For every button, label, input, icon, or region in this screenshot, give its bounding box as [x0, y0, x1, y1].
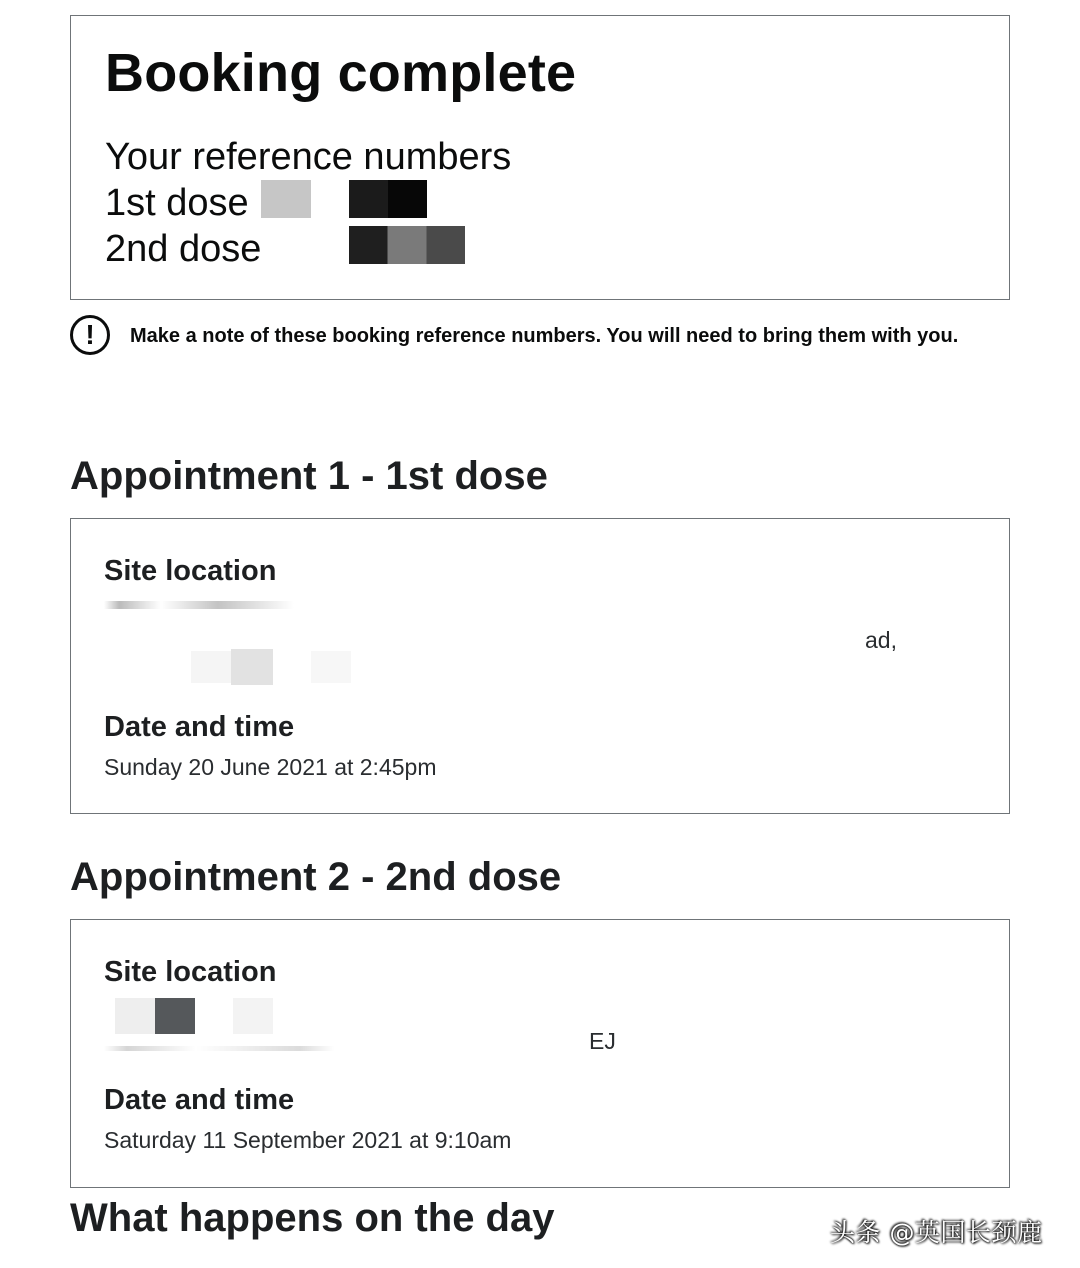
redacted-address-block	[191, 651, 231, 683]
reference-heading: Your reference numbers	[105, 136, 512, 178]
site-address-fragment: ad,	[865, 627, 897, 653]
what-happens-heading: What happens on the day	[70, 1196, 555, 1240]
redacted-reference-1	[261, 180, 311, 218]
reference-dose-1	[105, 180, 511, 226]
redacted-reference-2-mosaic	[349, 226, 465, 264]
exclamation-circle-icon: !	[70, 315, 110, 355]
redacted-address-block	[231, 649, 273, 685]
reference-dose-2	[105, 226, 511, 272]
site-location-label: Site location	[104, 956, 277, 988]
date-and-time-label: Date and time	[104, 711, 295, 743]
date-and-time-value: Saturday 11 September 2021 at 9:10am	[104, 1127, 512, 1153]
appointment-2-card	[70, 919, 1010, 1188]
booking-confirmation-panel	[70, 15, 1010, 300]
booking-complete-title: Booking complete	[105, 43, 577, 103]
redacted-address-line	[104, 601, 294, 609]
site-address-fragment: EJ	[589, 1028, 616, 1054]
redacted-address-block	[311, 651, 351, 683]
dose-2-label: 2nd dose	[105, 228, 262, 270]
redacted-address-block	[115, 998, 155, 1034]
source-watermark: 头条 @英国长颈鹿	[830, 1218, 1043, 1247]
appointment-1-card	[70, 518, 1010, 814]
redacted-address-block	[233, 998, 273, 1034]
notice-text: Make a note of these booking reference numbers. You will need to bring them with you.	[130, 325, 959, 347]
reference-numbers	[105, 134, 511, 272]
dose-1-label: 1st dose	[105, 182, 249, 224]
redacted-address-block	[155, 998, 195, 1034]
booking-reference-notice	[70, 315, 990, 381]
redacted-reference-1-mosaic	[349, 180, 427, 218]
appointment-2-heading: Appointment 2 - 2nd dose	[70, 855, 562, 899]
site-location-label: Site location	[104, 555, 277, 587]
redacted-address-line	[104, 1046, 334, 1051]
date-and-time-value: Sunday 20 June 2021 at 2:45pm	[104, 754, 437, 780]
date-and-time-label: Date and time	[104, 1084, 295, 1116]
appointment-1-heading: Appointment 1 - 1st dose	[70, 454, 548, 498]
